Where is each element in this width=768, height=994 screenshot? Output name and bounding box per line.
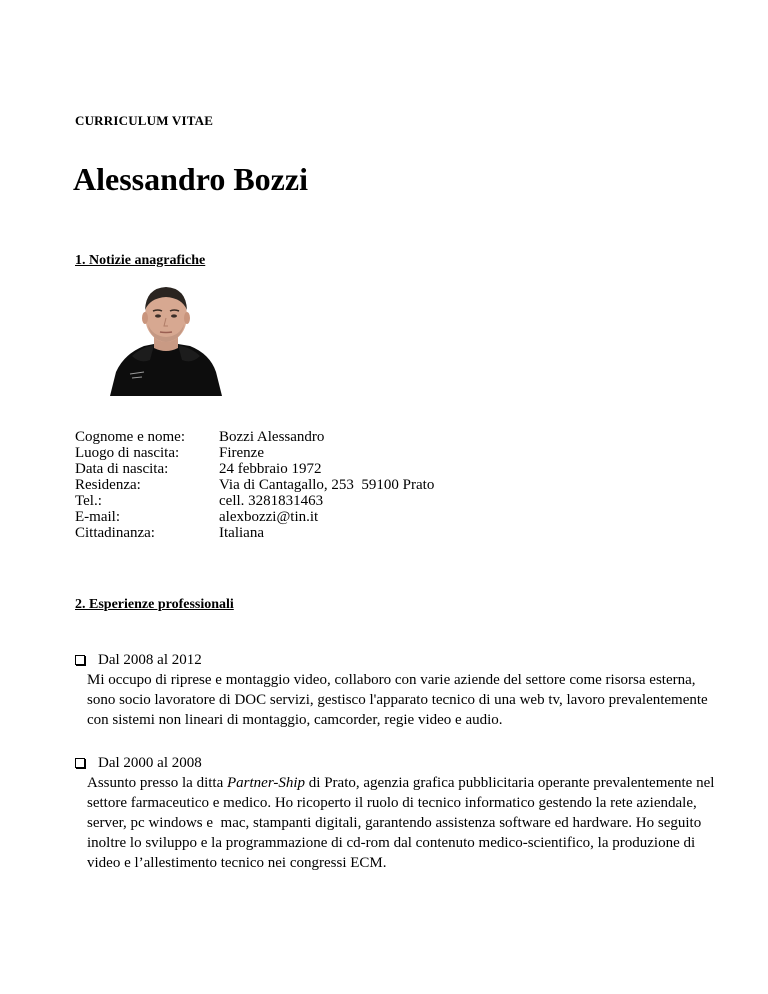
info-row-email [75, 509, 434, 525]
profile-photo [110, 278, 222, 396]
info-value: Bozzi Alessandro [219, 429, 325, 445]
experience-description [87, 773, 719, 873]
section-heading-experience: 2. Esperienze professionali [75, 597, 234, 612]
portrait-image [110, 278, 222, 396]
info-row-residence [75, 477, 434, 493]
info-label: Luogo di nascita: [75, 445, 180, 461]
info-value: Firenze [219, 445, 264, 461]
experience-description-text: Assunto presso la ditta [87, 775, 227, 791]
info-value: 24 febbraio 1972 [219, 461, 322, 477]
info-label: Data di nascita: [75, 461, 169, 477]
checkbox-bullet-icon [75, 655, 85, 665]
info-value: alexbozzi@tin.it [219, 509, 319, 525]
experience-period: Dal 2008 al 2012 [98, 652, 202, 668]
experience-description: Mi occupo di riprese e montaggio video, collaboro con varie aziende del settore come risorsa esterna, sono socio lavoratore di DOC servizi, gestisco l'apparato tecnico di una web tv, lavoro prevalentemente con sistemi non lineari di montaggio, camcorder, regie video e audio. [87, 672, 708, 728]
info-label: E-mail: [75, 509, 120, 525]
section-heading-personal-info: 1. Notizie anagrafiche [75, 253, 206, 268]
info-row-name [75, 429, 434, 445]
info-label: Tel.: [75, 493, 102, 509]
info-label: Residenza: [75, 477, 141, 493]
experience-description-text: di Prato, agenzia grafica pubblicitaria operante prevalentemente nel settore farmaceutico e medico. Ho ricoperto il ruolo di tecnico informatico gestendo la rete aziendale, server, pc windows e mac, stampanti digitali, garantendo assistenza software ed hardware. Ho seguito inoltre lo sviluppo e la programmazione di cd-rom dal contenuto medico-scientifico, la produzione di video e l’allestimento tecnico nei congressi ECM. [87, 775, 719, 871]
person-name-title: Alessandro Bozzi [73, 161, 308, 197]
info-row-birthdate [75, 461, 434, 477]
info-value: cell. 3281831463 [219, 493, 324, 509]
info-row-birthplace [75, 445, 434, 461]
info-row-phone [75, 493, 434, 509]
info-label: Cittadinanza: [75, 525, 155, 541]
personal-info-list [75, 429, 434, 541]
info-label: Cognome e nome: [75, 429, 185, 445]
info-value: Via di Cantagallo, 253 59100 Prato [219, 477, 435, 493]
company-name: Partner-Ship [227, 775, 306, 791]
info-row-citizenship [75, 525, 434, 541]
info-value: Italiana [219, 525, 264, 541]
checkbox-bullet-icon [75, 758, 85, 768]
experience-period: Dal 2000 al 2008 [98, 755, 202, 771]
document-label: CURRICULUM VITAE [75, 113, 214, 128]
